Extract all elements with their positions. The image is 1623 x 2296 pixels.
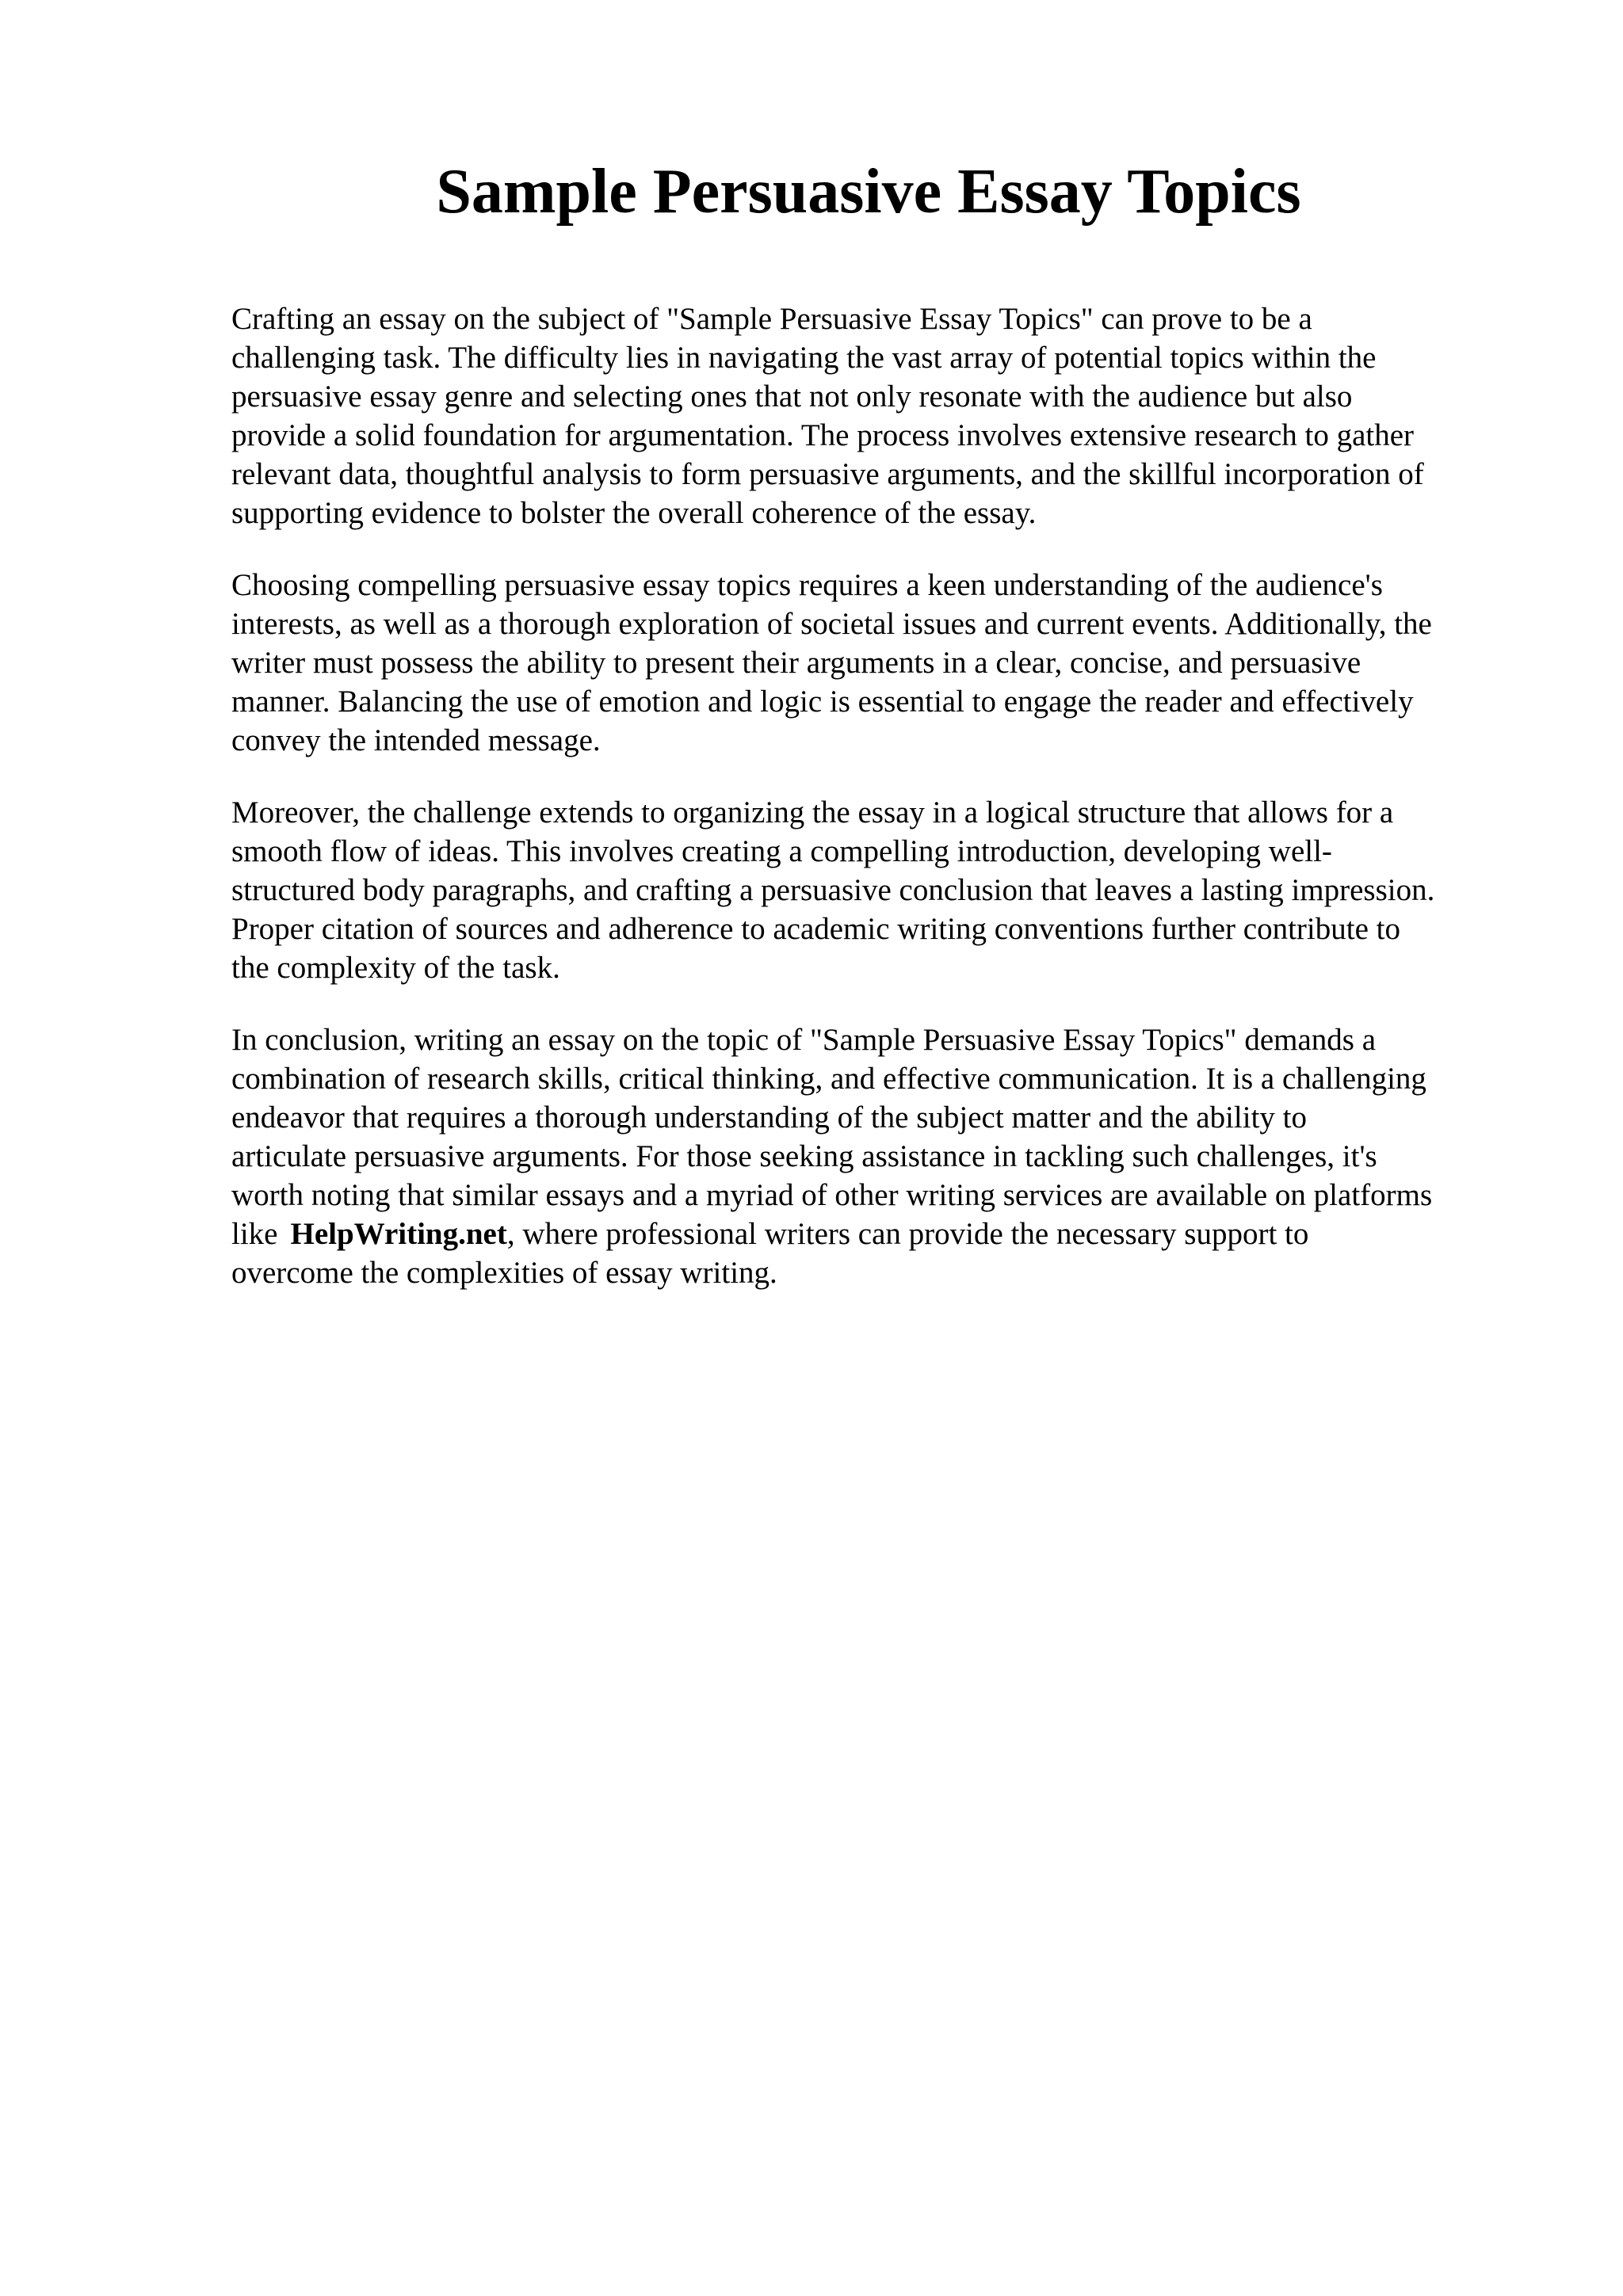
text-line: supporting evidence to bolster the overall coherence of the essay.	[231, 496, 1037, 530]
text-line: relevant data, thoughtful analysis to form persuasive arguments, and the skillful incorporation of	[231, 457, 1424, 491]
text-line: endeavor that requires a thorough understanding of the subject matter and the ability to	[231, 1100, 1308, 1135]
text-line: convey the intended message.	[231, 723, 601, 757]
document-body	[231, 299, 1515, 1325]
text-fragment: , where professional writers can provide the necessary support to	[506, 1217, 1309, 1251]
text-line: smooth flow of ideas. This involves creating a compelling introduction, developing well-	[231, 834, 1332, 868]
text-line: structured body paragraphs, and crafting a persuasive conclusion that leaves a lasting impression.	[231, 873, 1435, 907]
helpwriting-brand-link[interactable]: HelpWriting.net	[290, 1217, 507, 1251]
document-title: Sample Persuasive Essay Topics	[436, 157, 1301, 227]
text-line: worth noting that similar essays and a myriad of other writing services are available on platforms	[231, 1178, 1433, 1212]
text-line: Choosing compelling persuasive essay topics requires a keen understanding of the audience's	[231, 568, 1383, 602]
text-line: Crafting an essay on the subject of "Sample Persuasive Essay Topics" can prove to be a	[231, 302, 1312, 336]
text-line: overcome the complexities of essay writing.	[231, 1256, 777, 1290]
text-line: In conclusion, writing an essay on the topic of "Sample Persuasive Essay Topics" demands a	[231, 1023, 1377, 1057]
text-line: challenging task. The difficulty lies in navigating the vast array of potential topics within the	[231, 341, 1377, 375]
paragraph-1	[231, 299, 1515, 532]
text-line: manner. Balancing the use of emotion and logic is essential to engage the reader and effectively	[231, 685, 1414, 719]
text-line: combination of research skills, critical thinking, and effective communication. It is a challenging	[231, 1062, 1426, 1096]
paragraph-4	[231, 1020, 1515, 1292]
text-line: provide a solid foundation for argumentation. The process involves extensive research to gather	[231, 418, 1415, 452]
text-line: the complexity of the task.	[231, 951, 560, 985]
text-line-with-brand	[231, 1215, 1515, 1253]
text-line: Proper citation of sources and adherence to academic writing conventions further contribute to	[231, 912, 1400, 946]
text-fragment: like	[231, 1217, 278, 1251]
paragraph-2	[231, 566, 1515, 760]
text-line: writer must possess the ability to present their arguments in a clear, concise, and persuasive	[231, 646, 1361, 680]
paragraph-3	[231, 793, 1515, 987]
text-line: interests, as well as a thorough exploration of societal issues and current events. Additionally, the	[231, 607, 1432, 641]
text-line: Moreover, the challenge extends to organizing the essay in a logical structure that allows for a	[231, 795, 1394, 830]
text-line: persuasive essay genre and selecting ones that not only resonate with the audience but also	[231, 379, 1353, 414]
text-line: articulate persuasive arguments. For those seeking assistance in tackling such challenges, it's	[231, 1139, 1377, 1173]
